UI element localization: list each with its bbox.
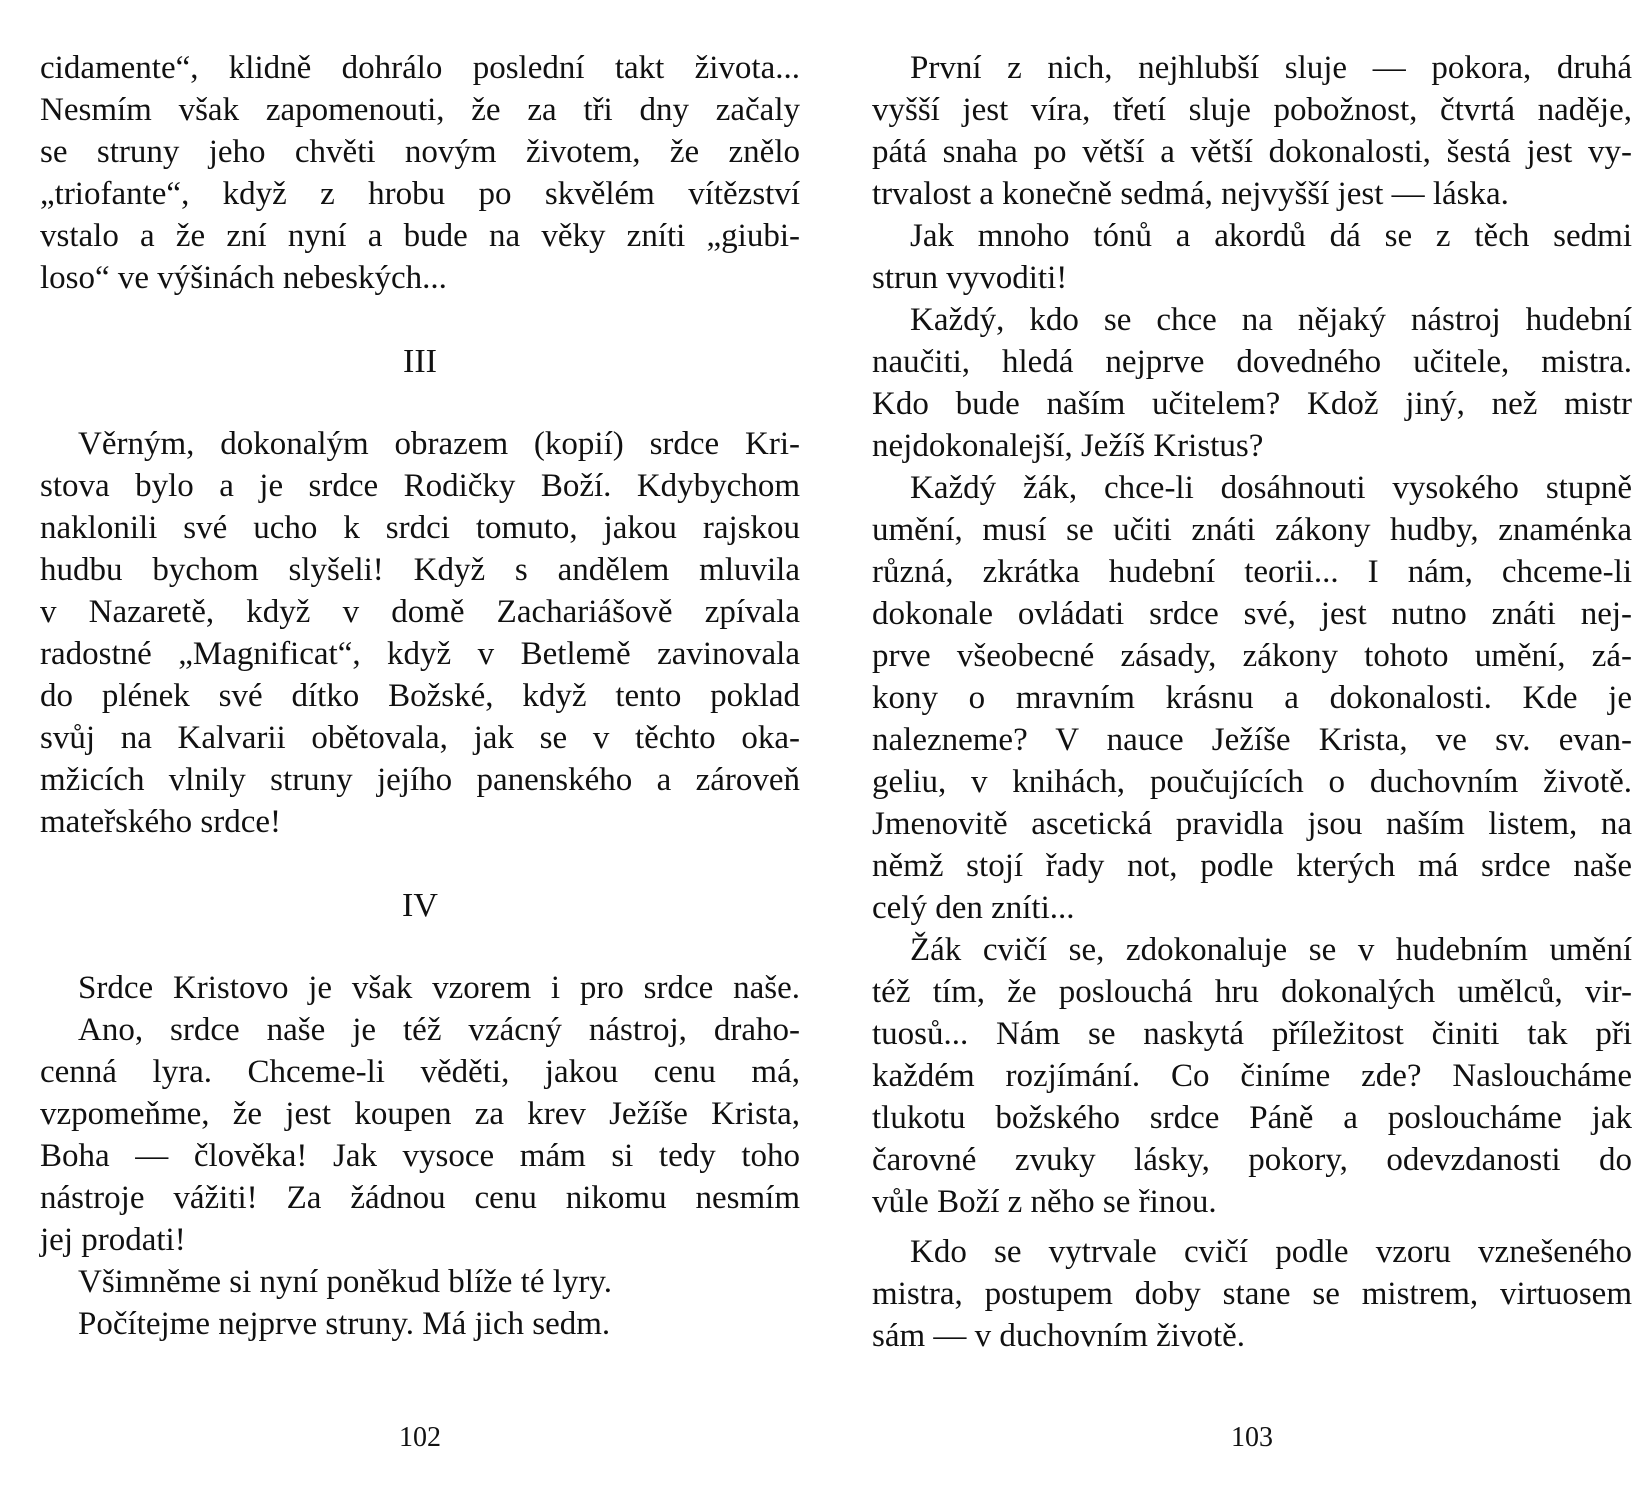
- text-line: „triofante“, když z hrobu po skvělém vítězství: [40, 176, 800, 212]
- text-line: mateřského srdce!: [40, 804, 281, 840]
- page-number: 102: [399, 1422, 441, 1453]
- text-line: němž stojí řady not, podle kterých má srdce naše: [872, 848, 1632, 884]
- text-line: trvalost a konečně sedmá, nejvyšší jest — láska.: [872, 176, 1509, 212]
- text-line: Boha — člověka! Jak vysoce mám si tedy toho: [40, 1138, 800, 1174]
- text-line: vstalo a že zní nyní a bude na věky zníti „giubi-: [40, 218, 800, 254]
- text-line: čarovné zvuky lásky, pokory, odevzdanosti do: [872, 1142, 1632, 1178]
- text-line: Jak mnoho tónů a akordů dá se z těch sedmi: [910, 218, 1632, 254]
- text-line: Jmenovitě ascetická pravidla jsou naším listem, na: [872, 806, 1632, 842]
- text-line: nejdokonalejší, Ježíš Kristus?: [872, 428, 1264, 464]
- text-line: Žák cvičí se, zdokonaluje se v hudebním umění: [910, 932, 1632, 968]
- text-line: naučiti, hledá nejprve dovedného učitele, mistra.: [872, 344, 1632, 380]
- text-line: Věrným, dokonalým obrazem (kopií) srdce Kri-: [78, 426, 800, 462]
- text-line: Každý, kdo se chce na nějaký nástroj hudební: [910, 302, 1632, 338]
- text-line: vyšší jest víra, třetí sluje pobožnost, čtvrtá naděje,: [872, 92, 1632, 128]
- text-line: mistra, postupem doby stane se mistrem, virtuosem: [872, 1276, 1632, 1312]
- text-line: prve všeobecné zásady, zákony tohoto umění, zá-: [872, 638, 1632, 674]
- text-line: Srdce Kristovo je však vzorem i pro srdce naše.: [78, 970, 800, 1006]
- text-line: různá, zkrátka hudební teorii... I nám, chceme-li: [872, 554, 1632, 590]
- text-line: Každý žák, chce-li dosáhnouti vysokého stupně: [910, 470, 1632, 506]
- text-line: do plének své dítko Božské, když tento poklad: [40, 678, 800, 714]
- text-line: Kdo se vytrvale cvičí podle vzoru vznešeného: [910, 1234, 1632, 1270]
- text-line: kony o mravním krásnu a dokonalosti. Kde je: [872, 680, 1632, 716]
- text-line: též tím, že poslouchá hru dokonalých umělců, vir-: [872, 974, 1632, 1010]
- text-line: radostné „Magnificat“, když v Betlemě zavinovala: [40, 636, 800, 672]
- text-line: Všimněme si nyní poněkud blíže té lyry.: [78, 1264, 613, 1300]
- text-line: pátá snaha po větší a větší dokonalosti, šestá jest vy-: [872, 134, 1632, 170]
- left-page: [40, 0, 800, 1500]
- text-line: mžicích vlnily struny jejího panenského a zároveň: [40, 762, 800, 798]
- text-line: hudbu bychom slyšeli! Když s andělem mluvila: [40, 552, 800, 588]
- text-line: Ano, srdce naše je též vzácný nástroj, draho-: [78, 1012, 800, 1048]
- text-line: vzpomeňme, že jest koupen za krev Ježíše Krista,: [40, 1096, 800, 1132]
- text-line: strun vyvoditi!: [872, 260, 1068, 296]
- text-line: každém rozjímání. Co činíme zde? Nasloucháme: [872, 1058, 1632, 1094]
- text-line: jej prodati!: [40, 1222, 186, 1258]
- text-line: svůj na Kalvarii obětovala, jak se v těchto oka-: [40, 720, 800, 756]
- text-line: loso“ ve výšinách nebeských...: [40, 260, 447, 296]
- right-page: [872, 0, 1632, 1500]
- section-heading: III: [403, 343, 437, 380]
- text-line: cidamente“, klidně dohrálo poslední takt života...: [40, 50, 800, 86]
- text-line: stova bylo a je srdce Rodičky Boží. Kdybychom: [40, 468, 800, 504]
- text-line: umění, musí se učiti znáti zákony hudby, znaménka: [872, 512, 1632, 548]
- text-line: naklonili své ucho k srdci tomuto, jakou rajskou: [40, 510, 800, 546]
- text-line: Kdo bude naším učitelem? Kdož jiný, než mistr: [872, 386, 1632, 422]
- section-heading: IV: [402, 887, 438, 924]
- text-line: vůle Boží z něho se řinou.: [872, 1184, 1217, 1220]
- text-line: geliu, v knihách, poučujících o duchovním životě.: [872, 764, 1632, 800]
- text-line: v Nazaretě, když v domě Zachariášově zpívala: [40, 594, 800, 630]
- text-line: sám — v duchovním životě.: [872, 1318, 1246, 1354]
- text-line: tlukotu božského srdce Páně a posloucháme jak: [872, 1100, 1632, 1136]
- text-line: cenná lyra. Chceme-li věděti, jakou cenu má,: [40, 1054, 800, 1090]
- text-line: celý den zníti...: [872, 890, 1075, 926]
- text-line: Počítejme nejprve struny. Má jich sedm.: [78, 1306, 611, 1342]
- page-number: 103: [1231, 1422, 1273, 1453]
- text-line: dokonale ovládati srdce své, jest nutno znáti nej-: [872, 596, 1632, 632]
- text-line: se struny jeho chvěti novým životem, že znělo: [40, 134, 800, 170]
- text-line: První z nich, nejhlubší sluje — pokora, druhá: [910, 50, 1632, 86]
- text-line: nástroje vážiti! Za žádnou cenu nikomu nesmím: [40, 1180, 800, 1216]
- text-line: tuosů... Nám se naskytá příležitost činiti tak při: [872, 1016, 1632, 1052]
- text-line: Nesmím však zapomenouti, že za tři dny začaly: [40, 92, 800, 128]
- text-line: nalezneme? V nauce Ježíše Krista, ve sv. evan-: [872, 722, 1632, 758]
